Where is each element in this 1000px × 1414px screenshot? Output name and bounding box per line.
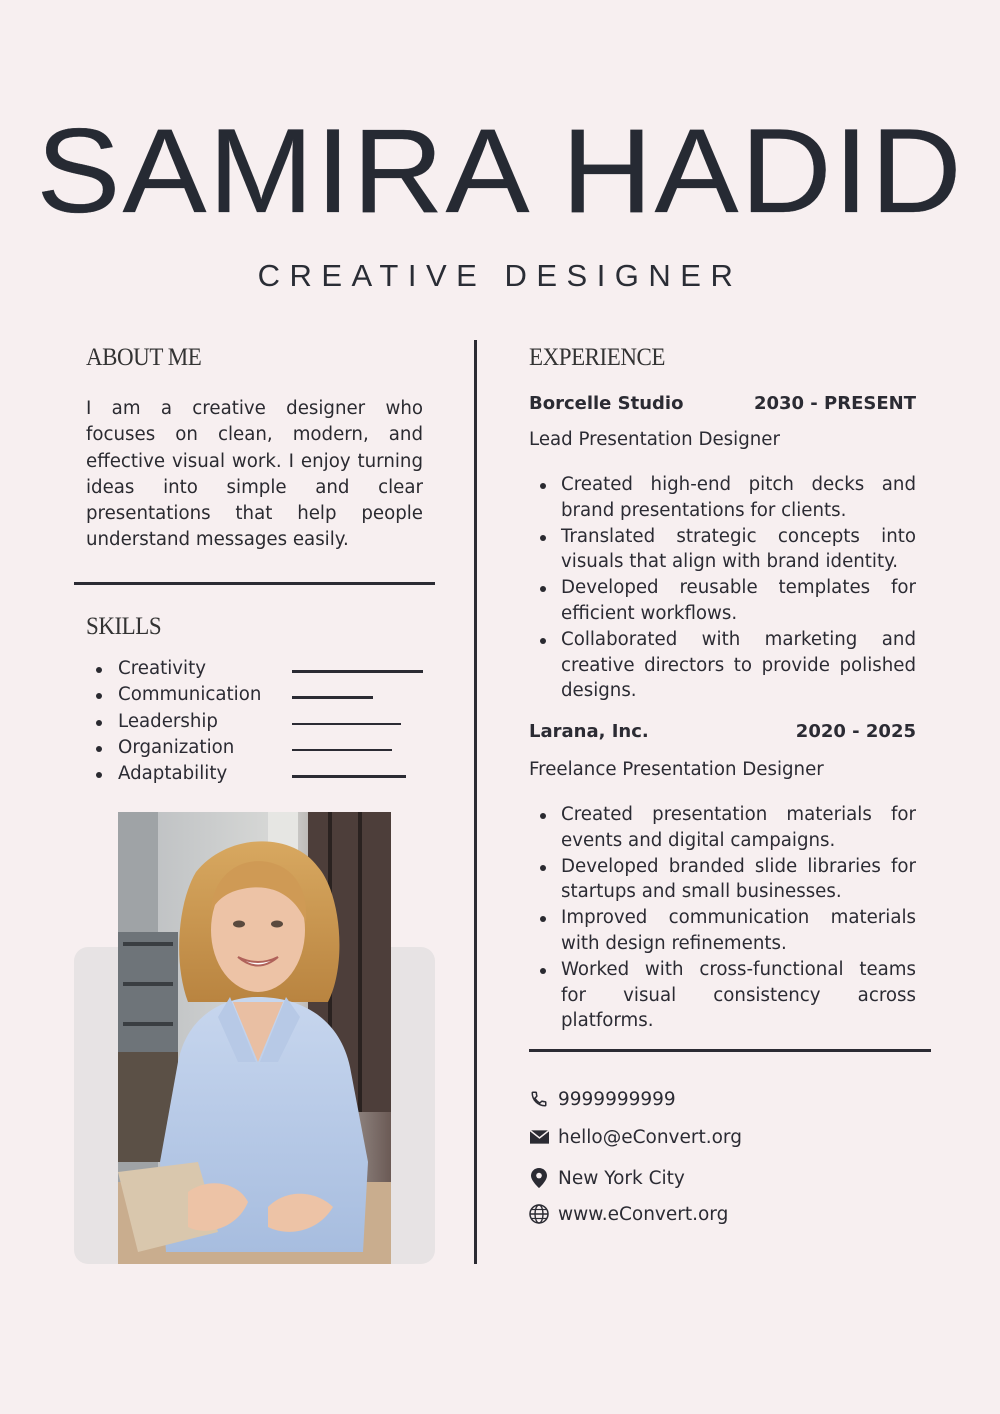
job-role: Lead Presentation Designer <box>529 429 780 450</box>
job-entry <box>529 720 916 1034</box>
contact-email-text: hello@eConvert.org <box>558 1126 742 1148</box>
skill-item <box>96 735 436 761</box>
job-role: Freelance Presentation Designer <box>529 759 824 780</box>
job-bullet: Collaborated with marketing and creative directors to provide polished designs. <box>529 627 916 704</box>
contact-phone <box>529 1086 676 1112</box>
experience-heading: EXPERIENCE <box>529 344 665 371</box>
job-header <box>529 392 916 416</box>
envelope-icon <box>529 1127 549 1147</box>
profile-photo <box>118 812 391 1264</box>
job-company: Larana, Inc. <box>529 721 649 742</box>
resume-name: SAMIRA HADID <box>36 103 964 238</box>
skill-item <box>96 761 436 787</box>
contact-email <box>529 1124 742 1150</box>
job-period: 2020 - 2025 <box>795 721 916 742</box>
skill-item <box>96 656 436 682</box>
job-bullet: Worked with cross-functional teams for visual consistency across platforms. <box>529 957 916 1034</box>
job-period: 2030 - PRESENT <box>753 393 916 414</box>
skill-level-bar <box>292 775 406 778</box>
job-bullet: Developed branded slide libraries for startups and small businesses. <box>529 854 916 906</box>
skills-list <box>96 656 436 787</box>
contact-website <box>529 1201 728 1227</box>
skill-label: Organization <box>118 736 235 758</box>
skill-level-bar <box>292 723 401 726</box>
skill-label: Creativity <box>118 658 207 679</box>
skill-level-bar <box>292 670 423 673</box>
resume-title: CREATIVE DESIGNER <box>257 258 743 293</box>
experience-divider <box>529 1049 931 1052</box>
about-text: I am a creative designer who focuses on clean, modern, and effective visual work. I enjoy turning ideas into simple and clear presentations that help people understand messages easily. <box>86 398 423 551</box>
phone-icon <box>529 1089 549 1109</box>
job-bullets <box>529 802 916 1034</box>
job-bullet: Improved communication materials with design refinements. <box>529 905 916 957</box>
skill-label: Adaptability <box>118 763 228 785</box>
contact-phone-text: 9999999999 <box>558 1088 676 1110</box>
column-divider <box>474 340 477 1264</box>
job-bullet: Created high-end pitch decks and brand presentations for clients. <box>529 472 916 524</box>
about-divider <box>74 582 435 585</box>
skill-label: Communication <box>118 684 262 706</box>
job-entry <box>529 392 916 704</box>
globe-icon <box>529 1204 549 1224</box>
location-pin-icon <box>529 1168 549 1188</box>
job-bullets <box>529 472 916 704</box>
about-heading: ABOUT ME <box>86 344 202 371</box>
contact-website-text: www.eConvert.org <box>558 1203 729 1225</box>
skill-item <box>96 682 436 708</box>
job-company: Borcelle Studio <box>529 393 684 414</box>
job-bullet: Translated strategic concepts into visuals that align with brand identity. <box>529 524 916 576</box>
job-header <box>529 720 916 744</box>
contact-location <box>529 1165 685 1191</box>
skill-level-bar <box>292 696 373 699</box>
skill-item <box>96 709 436 735</box>
skills-heading: SKILLS <box>86 613 162 640</box>
job-bullet: Developed reusable templates for efficient workflows. <box>529 575 916 627</box>
skill-label: Leadership <box>118 710 218 732</box>
contact-location-text: New York City <box>558 1167 685 1189</box>
skill-level-bar <box>292 749 392 752</box>
job-bullet: Created presentation materials for events and digital campaigns. <box>529 802 916 854</box>
